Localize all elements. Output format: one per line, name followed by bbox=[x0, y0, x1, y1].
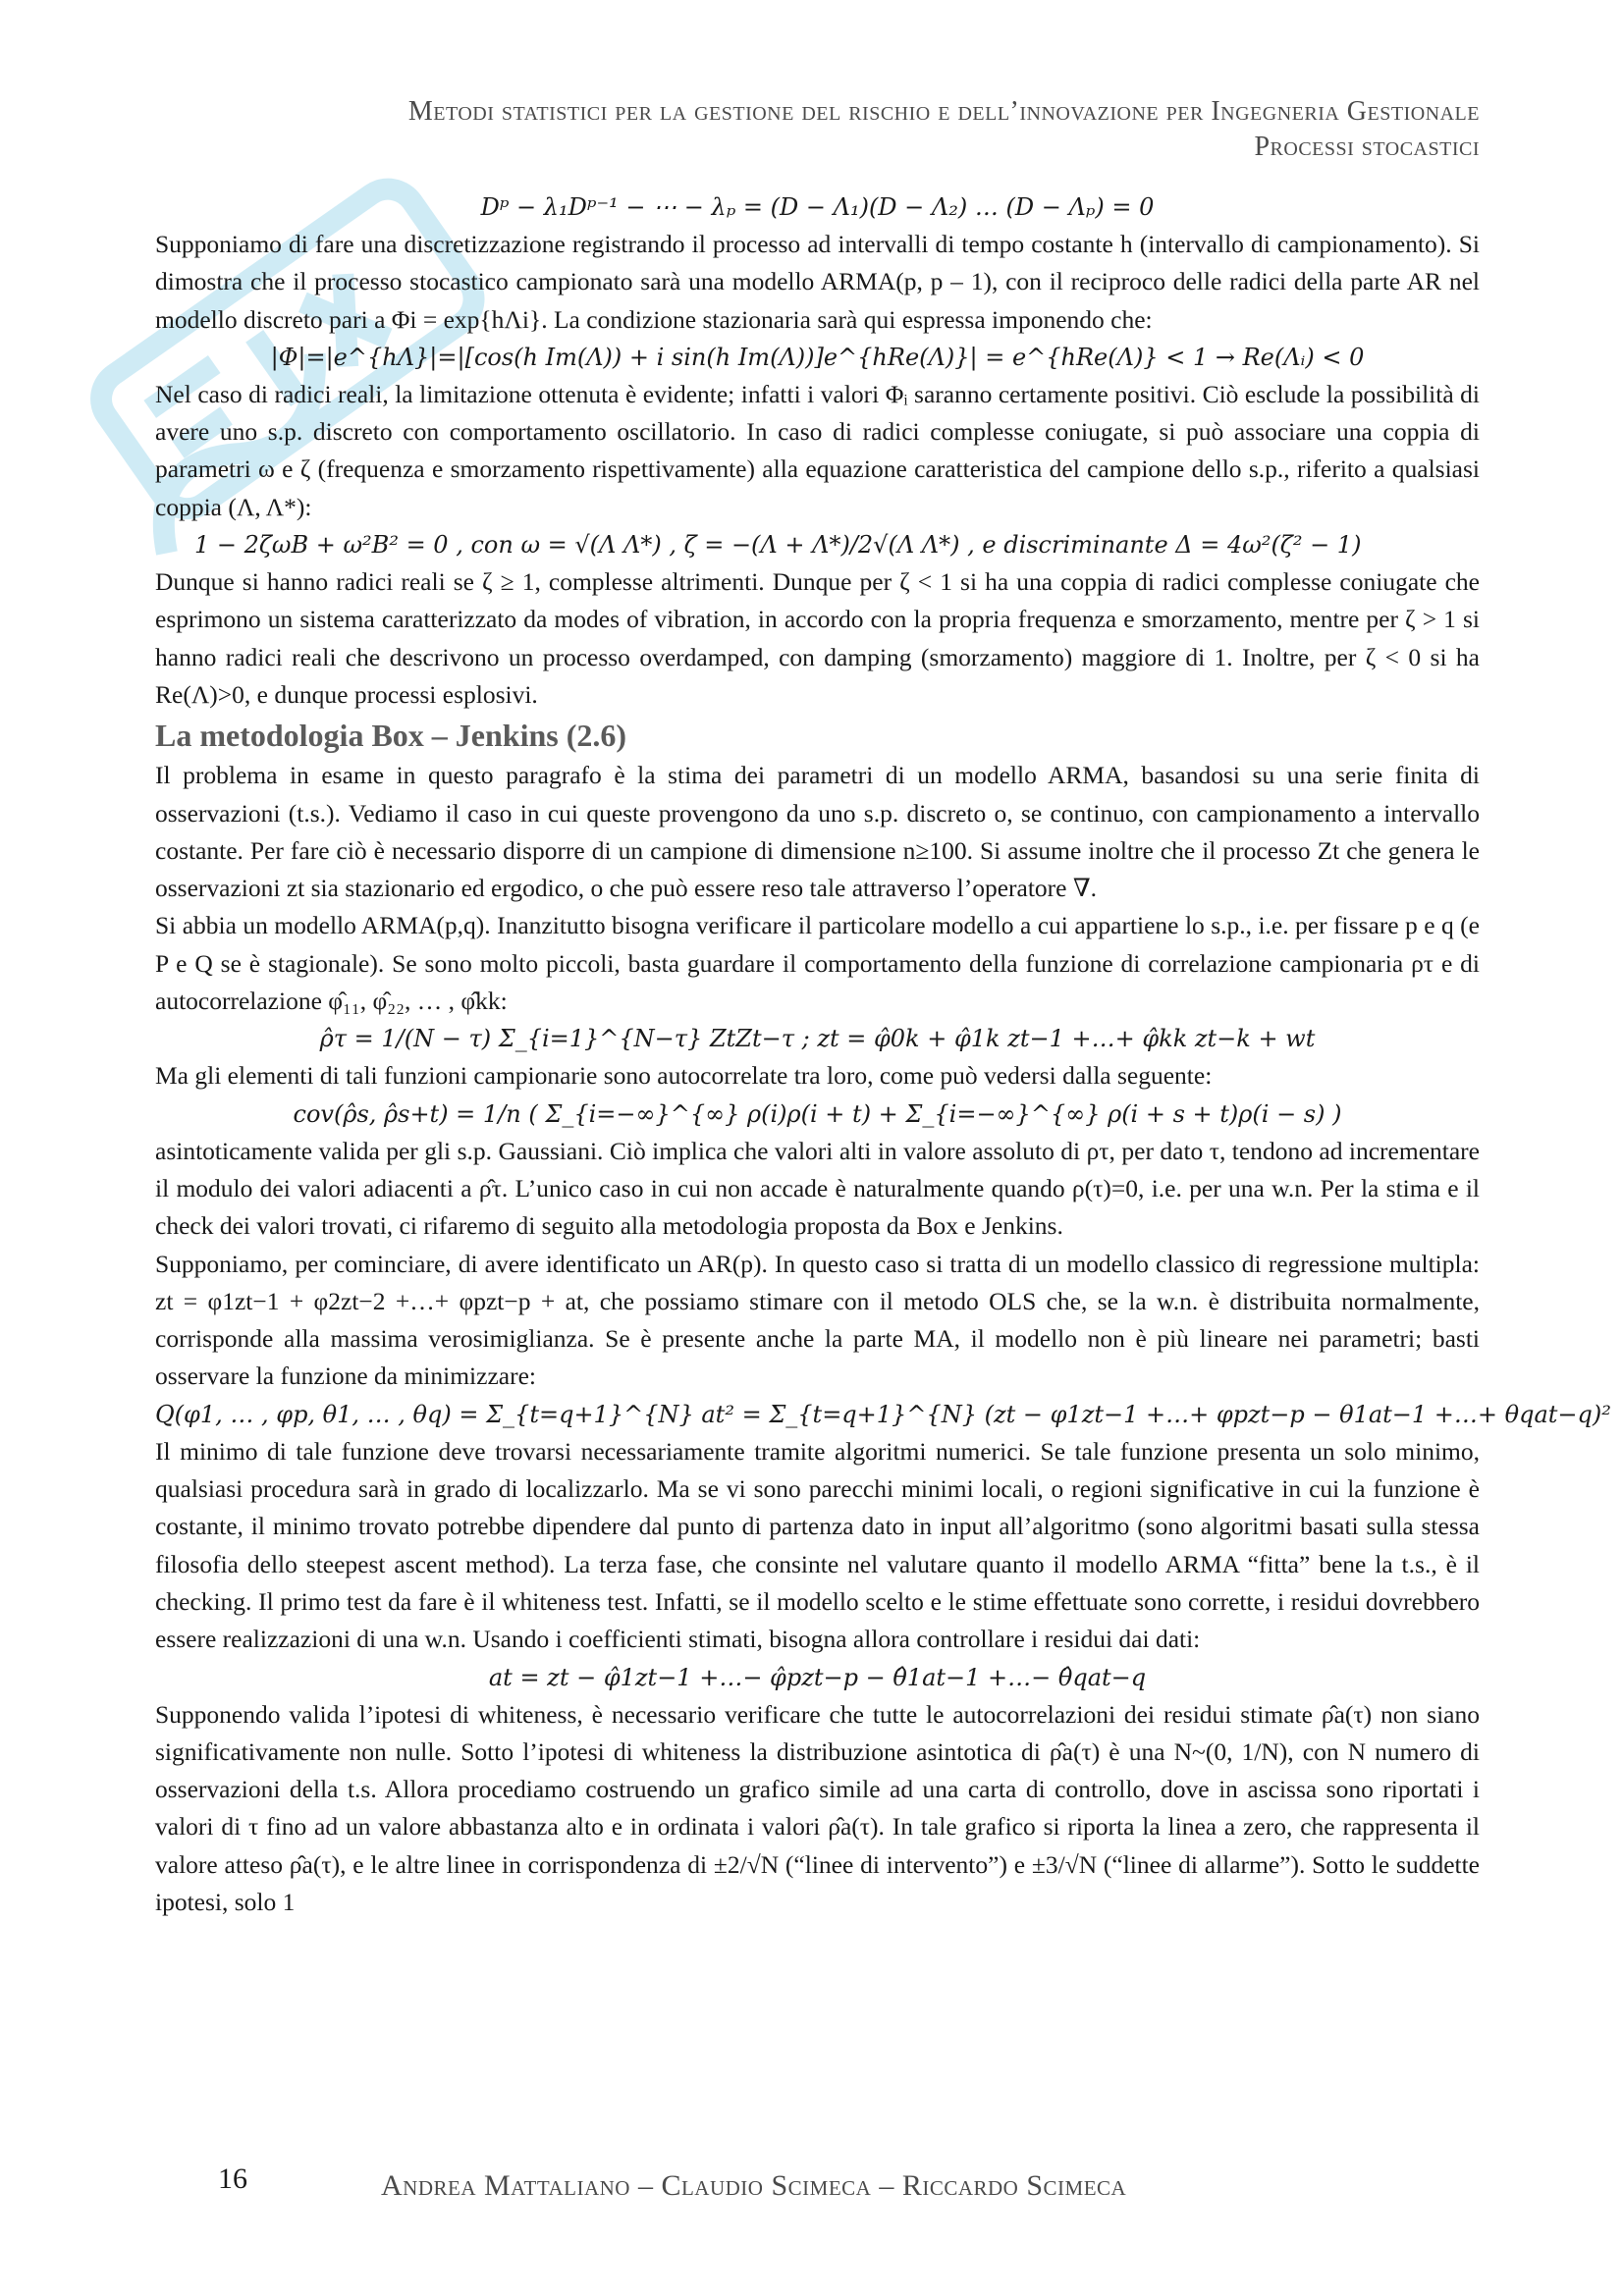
equation-omega-zeta: 1 − 2ζωB + ω²B² = 0 , con ω = √(Λ Λ*) , ζ = −(Λ + Λ*)/2√(Λ Λ*) , e discriminante Δ = 4ω²(ζ² − 1) bbox=[194, 531, 1362, 560]
equation-characteristic: Dᵖ − λ₁Dᵖ⁻¹ − ⋯ − λₚ = (D − Λ₁)(D − Λ₂) … (D − Λₚ) = 0 bbox=[480, 193, 1155, 221]
footer-authors: Andrea Mattaliano – Claudio Scimeca – Riccardo Scimeca bbox=[381, 2169, 1127, 2202]
paragraph-gaussian: asintoticamente valida per gli s.p. Gaussiani. Ciò implica che valori alti in valore assoluto di ρτ, per dato τ, tendono ad incrementare il modulo dei valori adiacenti a ρ̂τ. L’unico caso in cui non accade è naturalmente quando ρ(τ)=0, i.e. per una w.n. Per la stima e il check dei valori trovati, ci rifaremo di seguito alla metodologia proposta da Box e Jenkins. bbox=[155, 1136, 1480, 1241]
equation-covariance: cov(ρ̂s, ρ̂s+t) = 1/n ( Σ_{i=−∞}^{∞} ρ(i)ρ(i + t) + Σ_{i=−∞}^{∞} ρ(i + s + t)ρ(i − s) ) bbox=[293, 1099, 1342, 1128]
paragraph-real-roots: Nel caso di radici reali, la limitazione ottenuta è evidente; infatti i valori Φᵢ saranno certamente positivi. Ciò esclude la possibilità di avere uno s.p. discreto con comportamento oscillatorio. In caso di radici complesse coniugate, si può associare una coppia di parametri ω e ζ (frequenza e smorzamento rispettivamente) alla equazione caratteristica del campione dello s.p., riferito a qualsiasi coppia (Λ, Λ*): bbox=[155, 379, 1480, 521]
paragraph-minimum: Il minimo di tale funzione deve trovarsi necessariamente tramite algoritmi numerici. Se tale funzione presenta un solo minimo, qualsiasi procedura sarà in grado di localizzarlo. Ma se vi sono parecchi minimi locali, o regioni significative in cui la funzione è costante, il minimo trovato potrebbe dipendere dal punto di partenza dato in input all’algoritmo (sono algoritmi basati sulla stessa filosofia dello steepest ascent method). La terza fase, che consinte nel valutare quanto il modello ARMA “fitta” bene la t.s., è il checking. Il primo test da fare è il whiteness test. Infatti, se il modello scelto e le stime effettuate sono corrette, i residui dovrebbero essere realizzazioni di una w.n. Usando i coefficienti stimati, bisogna allora controllare i residui dai dati: bbox=[155, 1436, 1480, 1654]
paragraph-damping: Dunque si hanno radici reali se ζ ≥ 1, complesse altrimenti. Dunque per ζ < 1 si ha una coppia di radici complesse coniugate che esprimono un sistema caratterizzato da modes of vibration, in accordo con la propria frequenza e smorzamento, mentre per ζ > 1 si hanno radici reali che descrivono un processo overdamped, con damping (smorzamento) maggiore di 1. Inoltre, per ζ < 0 si ha Re(Λ)>0, e dunque processi esplosivi. bbox=[155, 567, 1480, 709]
equation-rho: ρ̂τ = 1/(N − τ) Σ_{i=1}^{N−τ} ZtZt−τ ; zt = φ̂0k + φ̂1k zt−1 +…+ φ̂kk zt−k + wt bbox=[319, 1025, 1316, 1053]
paragraph-autocorrelated: Ma gli elementi di tali funzioni campionarie sono autocorrelate tra loro, come può vedersi dalla seguente: bbox=[155, 1061, 1213, 1091]
paragraph-ar-regression: Supponiamo, per cominciare, di avere identificato un AR(p). In questo caso si tratta di un modello classico di regressione multipla: zt = φ1zt−1 + φ2zt−2 +…+ φpzt−p + at, che possiamo stimare con il metodo OLS che, se la w.n. è distribuita normalmente, corrisponde alla massima verosimiglianza. Se è presente anche la parte MA, il modello non è più lineare nei parametri; basti osservare la funzione da minimizzare: bbox=[155, 1249, 1480, 1391]
paragraph-discretization: Supponiamo di fare una discretizzazione registrando il processo ad intervalli di tempo costante h (intervallo di campionamento). Si dimostra che il processo stocastico campionato sarà una modello ARMA(p, p – 1), con il reciproco delle radici della parte AR nel modello discreto pari a Φi = exp{hΛi}. La condizione stazionaria sarà qui espressa imponendo che: bbox=[155, 230, 1480, 334]
paragraph-arma-estimation: Il problema in esame in questo paragrafo è la stima dei parametri di un modello ARMA, basandosi su una serie finita di osservazioni (t.s.). Vediamo il caso in cui queste provengono da uno s.p. discreto o, se continuo, con campionamento a intervallo costante. Per fare ciò è necessario disporre di un campione di dimensione n≥100. Si assume inoltre che il processo Zt che genera le osservazioni zt sia stazionario ed ergodico, o che può essere reso tale attraverso l’operatore ∇. bbox=[155, 761, 1480, 903]
header-chapter-title: Processi stocastici bbox=[1254, 132, 1480, 162]
paragraph-whiteness: Supponendo valida l’ipotesi di whiteness, è necessario verificare che tutte le autocorrelazioni dei residui stimate ρ̂a(τ) non siano significativamente non nulle. Sotto l’ipotesi di whiteness la distribuzione asintotica di ρ̂a(τ) è una N~(0, 1/N), con N numero di osservazioni della t.s. Allora procediamo costruendo un grafico simile ad una carta di controllo, dove in ascissa sono riportati i valori di τ fino ad un valore abbastanza alto e in ordinata i valori ρ̂a(τ). In tale grafico si riporta la linea a zero, che rappresenta il valore atteso ρ̂a(τ), e le altre linee in corrispondenza di ±2/√N (“linee di intervento”) e ±3/√N (“linee di allarme”). Sotto le suddette ipotesi, solo 1 bbox=[155, 1699, 1480, 1916]
equation-q-function: Q(φ1, … , φp, θ1, … , θq) = Σ_{t=q+1}^{N} at² = Σ_{t=q+1}^{N} (zt − φ1zt−1 +…+ φpzt−p − θ1at−1 +…+ θqat−q)² bbox=[155, 1400, 1611, 1428]
header-course-title: Metodi statistici per la gestione del rischio e dell’innovazione per Ingegneria Gestionale bbox=[407, 96, 1480, 127]
page-content bbox=[155, 188, 1611, 1921]
page-number: 16 bbox=[218, 2163, 247, 2195]
equation-residuals: at = zt − φ̂1zt−1 +…− φ̂pzt−p − θ̂1at−1 +…− θ̂qat−q bbox=[488, 1663, 1147, 1691]
paragraph-arma-model: Si abbia un modello ARMA(p,q). Inanzitutto bisogna verificare il particolare modello a cui appartiene lo s.p., i.e. per fissare p e q (e P e Q se è stagionale). Se sono molto piccoli, basta guardare il comportamento della funzione di correlazione campionaria ρτ e di autocorrelazione φ̂₁₁, φ̂₂₂, … , φ̂kk: bbox=[155, 911, 1480, 1016]
section-heading: La metodologia Box – Jenkins (2.6) bbox=[155, 718, 627, 754]
equation-stationarity: |Φ|=|e^{hΛ}|=|[cos(h Im(Λ)) + i sin(h Im(Λ))]e^{hRe(Λ)}| = e^{hRe(Λ)} < 1 → Re(Λᵢ) < 0 bbox=[270, 343, 1365, 371]
